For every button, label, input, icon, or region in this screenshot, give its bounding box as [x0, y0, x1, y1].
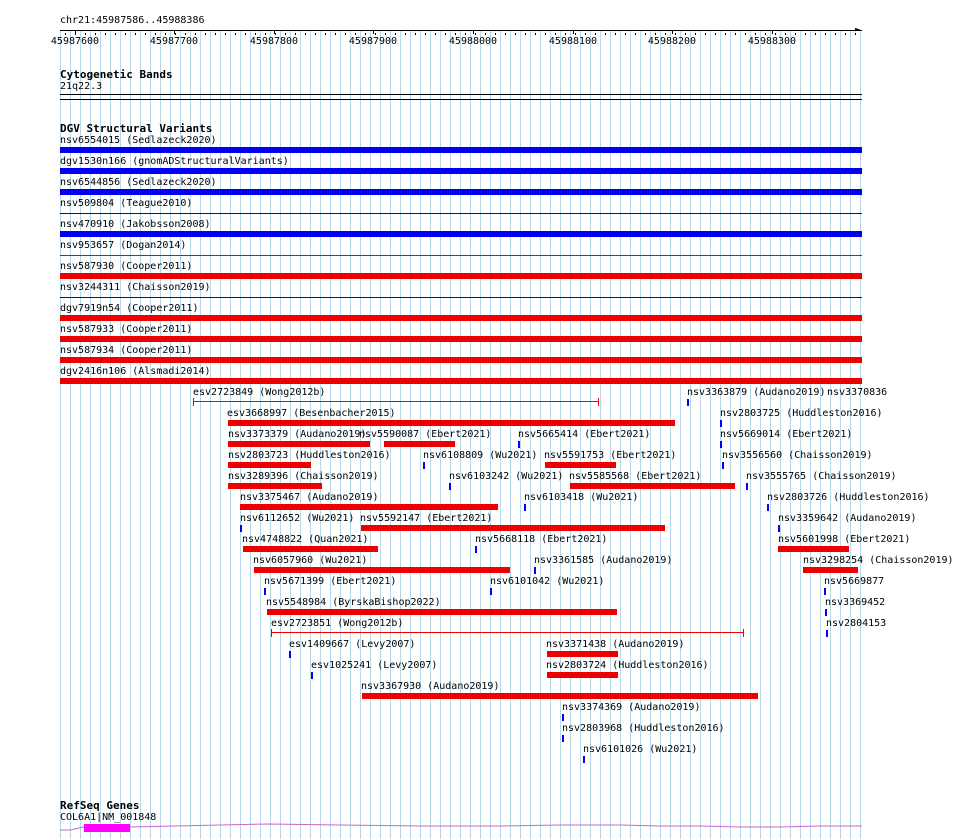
ruler-minor-tick — [405, 33, 406, 35]
ruler-minor-tick — [485, 33, 486, 35]
variant-label[interactable]: nsv2803724 (Huddleston2016) — [546, 660, 709, 671]
variant-tick[interactable] — [524, 504, 526, 511]
ruler-major-tick — [672, 30, 673, 34]
variant-range[interactable] — [193, 398, 599, 406]
ruler-minor-tick — [495, 33, 496, 35]
ruler-minor-tick — [725, 33, 726, 35]
variant-label[interactable]: nsv2803968 (Huddleston2016) — [562, 723, 725, 734]
variant-label[interactable]: nsv6101026 (Wu2021) — [583, 744, 698, 755]
variant-label[interactable]: nsv3555765 (Chaisson2019) — [746, 471, 897, 482]
variant-tick[interactable] — [722, 462, 724, 469]
variant-label[interactable]: nsv6554015 (Sedlazeck2020) — [60, 135, 217, 146]
variant-tick[interactable] — [562, 735, 564, 742]
refseq-track-title: RefSeq Genes — [60, 799, 140, 812]
ruler-minor-tick — [355, 33, 356, 35]
ruler-tick-label: 45987800 — [249, 36, 299, 47]
ruler-minor-tick — [225, 33, 226, 35]
ruler-minor-tick — [655, 33, 656, 35]
ruler-tick-label: 45988200 — [647, 36, 697, 47]
variant-bar[interactable] — [254, 567, 510, 573]
variant-label[interactable]: nsv953657 (Dogan2014) — [60, 240, 187, 251]
variant-label[interactable]: nsv5590087 (Ebert2021) — [359, 429, 492, 440]
ruler-minor-tick — [425, 33, 426, 35]
variant-label[interactable]: nsv3369452 — [825, 597, 886, 608]
ruler-minor-tick — [575, 33, 576, 35]
cytoband-line-bottom — [60, 99, 862, 100]
variant-bar[interactable] — [60, 189, 862, 195]
ruler-minor-tick — [545, 33, 546, 35]
variant-bar[interactable] — [228, 420, 675, 426]
ruler-minor-tick — [645, 33, 646, 35]
variant-label[interactable]: dgv2416n106 (Alsmadi2014) — [60, 366, 211, 377]
variant-bar[interactable] — [60, 273, 862, 279]
variant-bar[interactable] — [60, 336, 862, 342]
cytoband-track-title: Cytogenetic Bands — [60, 68, 173, 81]
variant-bar[interactable] — [60, 231, 862, 237]
variant-label[interactable]: nsv509804 (Teague2010) — [60, 198, 193, 209]
variant-bar[interactable] — [60, 315, 862, 321]
ruler-minor-tick — [625, 33, 626, 35]
ruler-minor-tick — [835, 33, 836, 35]
ruler-minor-tick — [605, 33, 606, 35]
variant-label[interactable]: nsv6057960 (Wu2021) — [253, 555, 368, 566]
variant-bar[interactable] — [228, 441, 370, 447]
variant-label[interactable]: nsv6101042 (Wu2021) — [490, 576, 605, 587]
ruler-minor-tick — [235, 33, 236, 35]
ruler-minor-tick — [95, 33, 96, 35]
variant-tick[interactable] — [720, 420, 722, 427]
variant-bar[interactable] — [361, 525, 665, 531]
ruler-minor-tick — [465, 33, 466, 35]
ruler-minor-tick — [445, 33, 446, 35]
ruler-minor-tick — [475, 33, 476, 35]
ruler-minor-tick — [305, 33, 306, 35]
variant-label[interactable]: nsv587930 (Cooper2011) — [60, 261, 193, 272]
ruler-minor-tick — [385, 33, 386, 35]
variant-label[interactable]: esv2723849 (Wong2012b) — [193, 387, 326, 398]
variant-bar[interactable] — [228, 462, 311, 468]
ruler-minor-tick — [135, 33, 136, 35]
variant-label[interactable]: nsv3367930 (Audano2019) — [361, 681, 500, 692]
variant-tick[interactable] — [767, 504, 769, 511]
variant-label[interactable]: esv3668997 (Besenbacher2015) — [227, 408, 396, 419]
ruler-major-tick — [573, 30, 574, 34]
variant-bar[interactable] — [384, 441, 455, 447]
ruler-major-tick — [473, 30, 474, 34]
ruler-major-tick — [373, 30, 374, 34]
ruler-minor-tick — [185, 33, 186, 35]
variant-tick[interactable] — [534, 567, 536, 574]
ruler-minor-tick — [115, 33, 116, 35]
ruler-minor-tick — [265, 33, 266, 35]
variant-label[interactable]: nsv587934 (Cooper2011) — [60, 345, 193, 356]
variant-tick[interactable] — [423, 462, 425, 469]
variant-label[interactable]: nsv3244311 (Chaisson2019) — [60, 282, 211, 293]
variant-label[interactable]: nsv5665414 (Ebert2021) — [518, 429, 651, 440]
variant-label[interactable]: esv1409667 (Levy2007) — [289, 639, 416, 650]
ruler-minor-tick — [505, 33, 506, 35]
variant-tick[interactable] — [687, 399, 689, 406]
ruler-minor-tick — [715, 33, 716, 35]
ruler-minor-tick — [395, 33, 396, 35]
ruler-ticks — [0, 30, 890, 50]
variant-label[interactable]: nsv5669877 — [824, 576, 885, 587]
ruler-minor-tick — [785, 33, 786, 35]
variant-tick[interactable] — [824, 588, 826, 595]
ruler-minor-tick — [345, 33, 346, 35]
variant-label[interactable]: nsv587933 (Cooper2011) — [60, 324, 193, 335]
variant-bar[interactable] — [243, 546, 378, 552]
ruler-minor-tick — [145, 33, 146, 35]
ruler-minor-tick — [435, 33, 436, 35]
variant-label[interactable]: nsv2803726 (Huddleston2016) — [767, 492, 930, 503]
variant-label[interactable]: nsv5585568 (Ebert2021) — [569, 471, 702, 482]
variant-label[interactable]: nsv470910 (Jakobsson2008) — [60, 219, 211, 230]
ruler-minor-tick — [685, 33, 686, 35]
variant-label[interactable]: nsv2803723 (Huddleston2016) — [228, 450, 391, 461]
variant-label[interactable]: esv2723851 (Wong2012b) — [271, 618, 404, 629]
ruler-minor-tick — [755, 33, 756, 35]
ruler-minor-tick — [295, 33, 296, 35]
variant-tick[interactable] — [289, 651, 291, 658]
variant-range[interactable] — [271, 629, 744, 637]
ruler-tick-label: 45988300 — [747, 36, 797, 47]
ruler-minor-tick — [315, 33, 316, 35]
ruler-minor-tick — [805, 33, 806, 35]
ruler-arrow-icon: ► — [855, 25, 861, 35]
ruler-tick-label: 45987700 — [149, 36, 199, 47]
variant-bar[interactable] — [60, 168, 862, 174]
variant-bar[interactable] — [60, 357, 862, 363]
variant-label[interactable]: nsv6103242 (Wu2021) — [449, 471, 564, 482]
ruler-minor-tick — [565, 33, 566, 35]
variant-label[interactable]: nsv3370836 — [827, 387, 888, 398]
variant-bar[interactable] — [60, 213, 862, 214]
ruler-minor-tick — [65, 33, 66, 35]
gene-label[interactable]: COL6A1|NM_001848 — [60, 812, 157, 823]
ruler-minor-tick — [615, 33, 616, 35]
variant-label[interactable]: nsv3298254 (Chaisson2019) — [803, 555, 954, 566]
variant-label[interactable]: nsv3361585 (Audano2019) — [534, 555, 673, 566]
ruler-minor-tick — [155, 33, 156, 35]
variant-label[interactable]: nsv6112652 (Wu2021) — [240, 513, 355, 524]
ruler-minor-tick — [635, 33, 636, 35]
variant-bar[interactable] — [60, 297, 862, 298]
dgv-track-title: DGV Structural Variants — [60, 122, 213, 135]
ruler-minor-tick — [165, 33, 166, 35]
ruler-minor-tick — [795, 33, 796, 35]
ruler-minor-tick — [365, 33, 366, 35]
variant-bar[interactable] — [60, 255, 862, 256]
ruler-minor-tick — [105, 33, 106, 35]
variant-tick[interactable] — [562, 714, 564, 721]
ruler-minor-tick — [775, 33, 776, 35]
variant-tick[interactable] — [778, 525, 780, 532]
variant-tick[interactable] — [311, 672, 313, 679]
variant-bar[interactable] — [778, 546, 849, 552]
variant-bar[interactable] — [547, 651, 618, 657]
variant-tick[interactable] — [240, 525, 242, 532]
ruler-minor-tick — [375, 33, 376, 35]
gene-intron-line — [60, 824, 862, 830]
variant-tick[interactable] — [518, 441, 520, 448]
ruler-minor-tick — [815, 33, 816, 35]
ruler-minor-tick — [75, 33, 76, 35]
ruler-minor-tick — [215, 33, 216, 35]
ruler-minor-tick — [335, 33, 336, 35]
variant-bar[interactable] — [240, 504, 498, 510]
variant-label[interactable]: nsv5669014 (Ebert2021) — [720, 429, 853, 440]
ruler-minor-tick — [245, 33, 246, 35]
ruler-minor-tick — [735, 33, 736, 35]
ruler-minor-tick — [665, 33, 666, 35]
variant-label[interactable]: nsv3374369 (Audano2019) — [562, 702, 701, 713]
variant-label[interactable]: nsv4748822 (Quan2021) — [242, 534, 369, 545]
ruler-tick-label: 45988100 — [548, 36, 598, 47]
variant-tick[interactable] — [720, 441, 722, 448]
variant-label[interactable]: nsv3371438 (Audano2019) — [546, 639, 685, 650]
variant-label[interactable]: nsv6103418 (Wu2021) — [524, 492, 639, 503]
variant-bar[interactable] — [803, 567, 858, 573]
ruler-minor-tick — [255, 33, 256, 35]
ruler-tick-label: 45988000 — [448, 36, 498, 47]
variant-bar[interactable] — [60, 147, 862, 153]
ruler-minor-tick — [555, 33, 556, 35]
ruler-minor-tick — [695, 33, 696, 35]
ruler-minor-tick — [705, 33, 706, 35]
ruler-minor-tick — [675, 33, 676, 35]
variant-tick[interactable] — [746, 483, 748, 490]
ruler-minor-tick — [325, 33, 326, 35]
variant-label[interactable]: nsv3289396 (Chaisson2019) — [228, 471, 379, 482]
ruler-minor-tick — [125, 33, 126, 35]
variant-tick[interactable] — [583, 756, 585, 763]
variant-bar[interactable] — [547, 672, 618, 678]
position-label: chr21:45987586..45988386 — [60, 15, 205, 26]
ruler-minor-tick — [825, 33, 826, 35]
variant-label[interactable]: esv1025241 (Levy2007) — [311, 660, 438, 671]
variant-bar[interactable] — [228, 483, 322, 489]
variant-label[interactable]: nsv3373379 (Audano2019) — [228, 429, 367, 440]
ruler-tick-label: 45987600 — [50, 36, 100, 47]
variant-label[interactable]: dgv7919n54 (Cooper2011) — [60, 303, 199, 314]
variant-tick[interactable] — [825, 609, 827, 616]
ruler-minor-tick — [535, 33, 536, 35]
variant-bar[interactable] — [267, 609, 617, 615]
ruler-minor-tick — [765, 33, 766, 35]
variant-label[interactable]: nsv5592147 (Ebert2021) — [360, 513, 493, 524]
variant-label[interactable]: nsv5548984 (ByrskaBishop2022) — [266, 597, 441, 608]
ruler-minor-tick — [195, 33, 196, 35]
variant-tick[interactable] — [264, 588, 266, 595]
ruler-minor-tick — [175, 33, 176, 35]
variant-label[interactable]: nsv3363879 (Audano2019) — [687, 387, 826, 398]
ruler-minor-tick — [525, 33, 526, 35]
variant-label[interactable]: nsv5671399 (Ebert2021) — [264, 576, 397, 587]
variant-bar[interactable] — [545, 462, 616, 468]
ruler-minor-tick — [415, 33, 416, 35]
gene-exon — [84, 824, 130, 832]
variant-label[interactable]: nsv6108809 (Wu2021) — [423, 450, 538, 461]
variant-tick[interactable] — [475, 546, 477, 553]
ruler-minor-tick — [285, 33, 286, 35]
ruler-minor-tick — [455, 33, 456, 35]
cytoband-label: 21q22.3 — [60, 81, 103, 92]
variant-label[interactable]: nsv2804153 — [826, 618, 887, 629]
variant-label[interactable]: nsv5668118 (Ebert2021) — [475, 534, 608, 545]
gene-model[interactable] — [0, 820, 890, 839]
variant-label[interactable]: nsv5601998 (Ebert2021) — [778, 534, 911, 545]
variant-bar[interactable] — [362, 693, 758, 699]
variant-label[interactable]: nsv3556560 (Chaisson2019) — [722, 450, 873, 461]
variant-tick[interactable] — [490, 588, 492, 595]
variant-label[interactable]: nsv5591753 (Ebert2021) — [544, 450, 677, 461]
ruler-minor-tick — [595, 33, 596, 35]
variant-tick[interactable] — [826, 630, 828, 637]
ruler-minor-tick — [745, 33, 746, 35]
variant-label[interactable]: nsv2803725 (Huddleston2016) — [720, 408, 883, 419]
variant-tick[interactable] — [449, 483, 451, 490]
ruler-major-tick — [772, 30, 773, 34]
variant-label[interactable]: nsv3359642 (Audano2019) — [778, 513, 917, 524]
variant-bar[interactable] — [60, 378, 862, 384]
ruler-minor-tick — [275, 33, 276, 35]
cytoband-line-top — [60, 94, 862, 95]
ruler-minor-tick — [85, 33, 86, 35]
ruler-minor-tick — [515, 33, 516, 35]
ruler-minor-tick — [585, 33, 586, 35]
variant-label[interactable]: nsv3375467 (Audano2019) — [240, 492, 379, 503]
variant-label[interactable]: dgv1530n166 (gnomADStructuralVariants) — [60, 156, 289, 167]
ruler-tick-label: 45987900 — [348, 36, 398, 47]
ruler-minor-tick — [205, 33, 206, 35]
variant-bar[interactable] — [570, 483, 735, 489]
ruler-minor-tick — [845, 33, 846, 35]
variant-label[interactable]: nsv6544856 (Sedlazeck2020) — [60, 177, 217, 188]
